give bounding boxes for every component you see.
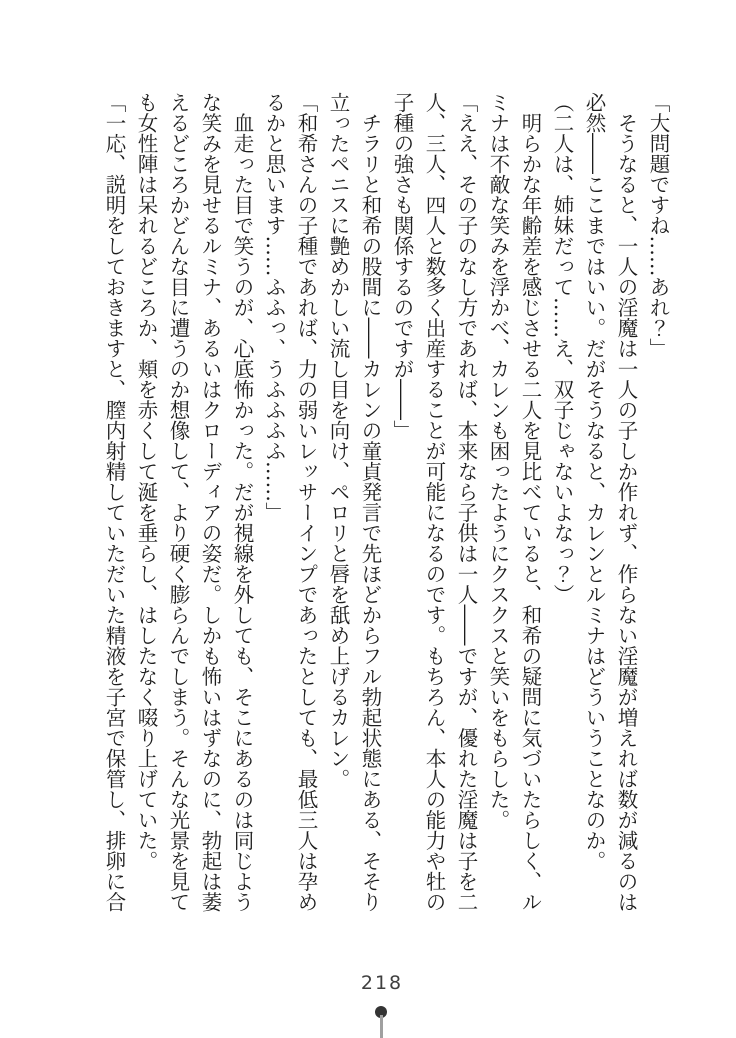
vertical-text-block — [98, 92, 674, 914]
text-column: 「和希さんの子種であれば、力の弱いレッサーインプであったとしても、最低三人は孕め — [294, 92, 318, 912]
text-column: 「ええ、その子のなし方であれば、本来なら子供は一人――ですが、優れた淫魔は子を二 — [454, 92, 478, 912]
text-column: 子種の強さも関係するのですが――」 — [390, 92, 414, 441]
text-column: 明らかな年齢差を感じさせる二人を見比べていると、和希の疑問に気づいたらしく、ル — [518, 92, 542, 912]
page-number: 218 — [360, 972, 404, 994]
text-column: な笑みを見せるルミナ、あるいはクローディアの姿だ。しかも怖いはずなのに、勃起は萎 — [198, 92, 222, 912]
text-column: るかと思います……ふふっ、うふふふふ……」 — [262, 92, 286, 523]
text-column: そうなると、一人の淫魔は一人の子しか作れず、作らない淫魔が増えれば数が減るのは — [614, 92, 638, 912]
text-column: （二人は、姉妹だって……え、双子じゃないよなっ？） — [550, 92, 574, 605]
text-column: も女性陣は呆れるどころか、頬を赤くして涎を垂らし、はしたなく啜り上げていた。 — [134, 92, 158, 871]
text-column: 必然――ここまではいい。だがそうなると、カレンとルミナはどういうことなのか。 — [582, 92, 606, 871]
binding-line — [380, 1015, 383, 1038]
text-column: 立ったペニスに艶めかしい流し目を向け、ペロリと唇を舐め上げるカレン。 — [326, 92, 350, 789]
text-column: 人、三人、四人と数多く出産することが可能になるのです。もちろん、本人の能力や牡の — [422, 92, 446, 912]
text-column: 血走った目で笑うのが、心底怖かった。だが視線を外しても、そこにあるのは同じよう — [230, 92, 254, 912]
text-column: えるどころかどんな目に遭うのか想像して、より硬く膨らんでしまう。そんな光景を見て — [166, 92, 190, 912]
text-column: 「大問題ですね……あれ？」 — [646, 92, 670, 359]
text-column: ミナは不敵な笑みを浮かべ、カレンも困ったようにクスクスと笑いをもらした。 — [486, 92, 510, 830]
text-column: チラリと和希の股間に――カレンの童貞発言で先ほどからフル勃起状態にある、そそり — [358, 92, 382, 912]
text-column: 「一応、説明をしておきますと、膣内射精していただいた精液を子宮で保管し、排卵に合 — [102, 92, 126, 912]
